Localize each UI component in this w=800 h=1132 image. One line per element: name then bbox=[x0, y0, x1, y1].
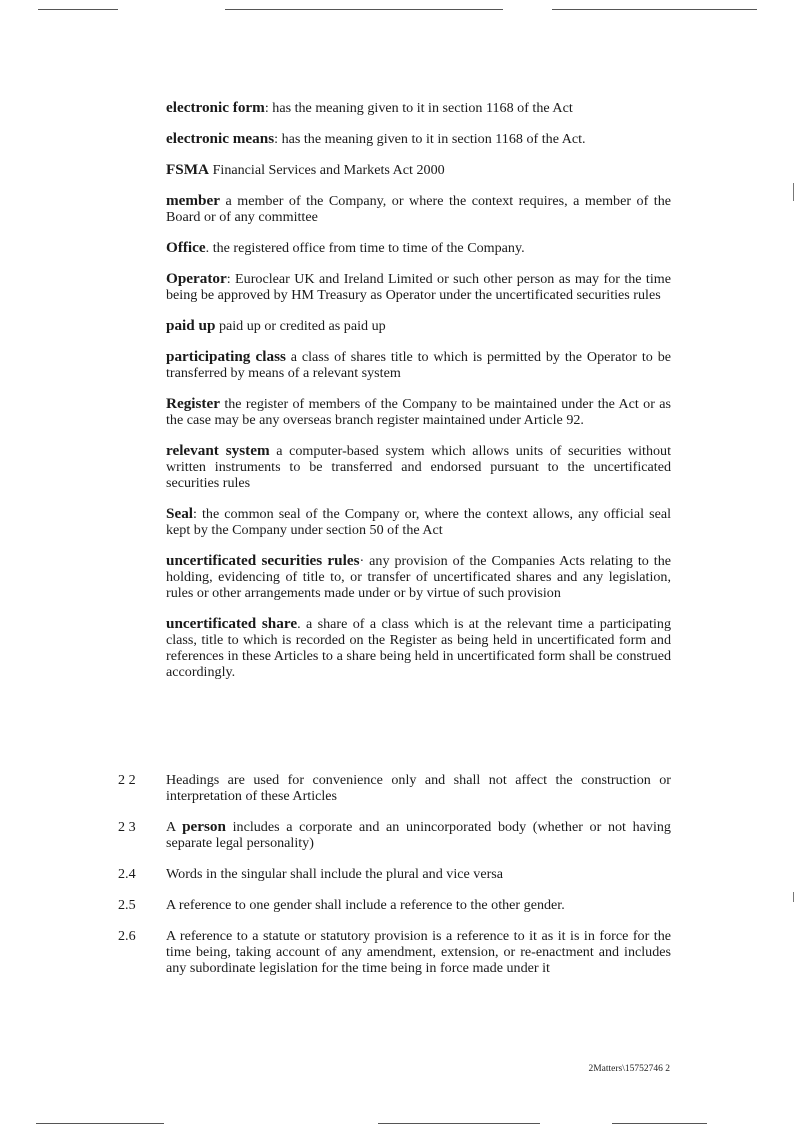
definition-term: participating class bbox=[166, 348, 286, 365]
definition-separator: : bbox=[264, 100, 273, 116]
definition-separator: : bbox=[226, 271, 236, 287]
scan-edge-line bbox=[225, 9, 503, 10]
clause-item bbox=[118, 897, 671, 913]
definition-term: Seal bbox=[166, 505, 194, 522]
definition-item bbox=[166, 100, 671, 116]
definition-separator: . bbox=[205, 240, 213, 256]
definition-separator: : bbox=[193, 506, 203, 522]
definition-item bbox=[166, 240, 671, 256]
clause-number: 2.6 bbox=[118, 928, 136, 944]
definition-term: Office bbox=[166, 239, 206, 256]
definition-term: Register bbox=[166, 395, 220, 412]
clause-number: 2 2 bbox=[118, 772, 136, 788]
definition-text: the registered office from time to time of the Company. bbox=[212, 240, 525, 256]
definition-text: has the meaning given to it in section 1168 of the Act. bbox=[281, 131, 586, 147]
definition-text: has the meaning given to it in section 1168 of the Act bbox=[272, 100, 573, 116]
clause-item bbox=[118, 772, 671, 804]
definition-term: uncertificated securities rules bbox=[166, 552, 360, 569]
definition-item bbox=[166, 193, 671, 225]
definition-term: relevant system bbox=[166, 442, 270, 459]
clause-item bbox=[118, 819, 671, 851]
clause-text bbox=[166, 819, 671, 851]
scan-edge-line bbox=[378, 1123, 540, 1124]
clause-text-after: includes a corporate and an unincorporated body (whether or not having separate legal personality) bbox=[166, 819, 671, 851]
definitions-list bbox=[166, 100, 671, 695]
clause-text bbox=[166, 928, 671, 976]
document-reference: 2Matters\15752746 2 bbox=[588, 1064, 670, 1074]
definition-item bbox=[166, 318, 671, 334]
clause-term: person bbox=[182, 818, 226, 835]
definition-text: a member of the Company, or where the context requires, a member of the Board or of any committee bbox=[166, 193, 671, 225]
definition-text: the register of members of the Company to be maintained under the Act or as the case may be any overseas branch register maintained under Article 92. bbox=[166, 396, 671, 428]
definition-item bbox=[166, 616, 671, 680]
clause-text-before: Words in the singular shall include the plural and vice versa bbox=[166, 866, 504, 882]
definition-item bbox=[166, 271, 671, 303]
clause-number: 2.5 bbox=[118, 897, 136, 913]
clause-text-before: Headings are used for convenience only and shall not affect the construction or interpretation of these Articles bbox=[166, 772, 671, 804]
definition-text: Euroclear UK and Ireland Limited or such other person as may for the time being be approved by HM Treasury as Operator under the uncertificated securities rules bbox=[166, 271, 671, 303]
scan-edge-line bbox=[38, 9, 118, 10]
definition-text: a class of shares title to which is permitted by the Operator to be transferred by means of a relevant system bbox=[166, 349, 671, 381]
definition-item bbox=[166, 162, 671, 178]
clause-text-before: A reference to a statute or statutory provision is a reference to it as it is in force for the time being, taking account of any amendment, extension, or re-enactment and includes any subordinate legislation for the time being in force made under it bbox=[166, 928, 671, 976]
definition-term: paid up bbox=[166, 317, 216, 334]
definition-separator: . bbox=[297, 616, 306, 632]
definition-item bbox=[166, 349, 671, 381]
definition-text: the common seal of the Company or, where the context allows, any official seal kept by the Company under section 50 of the Act bbox=[166, 506, 671, 538]
definition-text: paid up or credited as paid up bbox=[218, 318, 386, 334]
definition-term: FSMA bbox=[166, 161, 210, 178]
clause-text bbox=[166, 897, 671, 913]
definition-term: uncertificated share bbox=[166, 615, 298, 632]
scan-edge-line bbox=[612, 1123, 707, 1124]
definition-item bbox=[166, 396, 671, 428]
scan-edge-tick bbox=[793, 183, 794, 201]
scan-edge-line bbox=[36, 1123, 164, 1124]
definition-text: any provision of the Companies Acts relating to the holding, evidencing of title to, or transfer of uncertificated shares and any legislation, rules or other arrangements made under or by virtue of such provision bbox=[166, 553, 672, 601]
clause-text-before: A bbox=[166, 819, 183, 835]
definition-term: Operator bbox=[166, 270, 227, 287]
definition-term: electronic form bbox=[166, 99, 265, 116]
scan-edge-tick bbox=[793, 892, 794, 902]
clause-item bbox=[118, 866, 671, 882]
clause-text-before: A reference to one gender shall include a reference to the other gender. bbox=[166, 897, 565, 913]
definition-separator: · bbox=[359, 553, 370, 569]
clause-item bbox=[118, 928, 671, 976]
clause-text bbox=[166, 772, 671, 804]
definition-text: a computer-based system which allows units of securities without written instruments to be transferred and endorsed pursuant to the uncertificated securities rules bbox=[166, 443, 671, 491]
definition-item bbox=[166, 443, 671, 491]
clause-text bbox=[166, 866, 671, 882]
clause-number: 2.4 bbox=[118, 866, 136, 882]
definition-item bbox=[166, 506, 671, 538]
scan-edge-line bbox=[552, 9, 757, 10]
definition-item bbox=[166, 553, 671, 601]
definition-text: Financial Services and Markets Act 2000 bbox=[212, 162, 445, 178]
clause-number: 2 3 bbox=[118, 819, 136, 835]
definition-separator: : bbox=[274, 131, 282, 147]
clauses-list bbox=[118, 772, 671, 991]
definition-item bbox=[166, 131, 671, 147]
definition-term: electronic means bbox=[166, 130, 275, 147]
definition-term: member bbox=[166, 192, 220, 209]
definition-text: a share of a class which is at the relevant time a participating class, title to which is recorded on the Register as being held in uncertificated form and references in these Articles to a share being held in uncertificated form shall be construed accordingly. bbox=[166, 616, 671, 680]
